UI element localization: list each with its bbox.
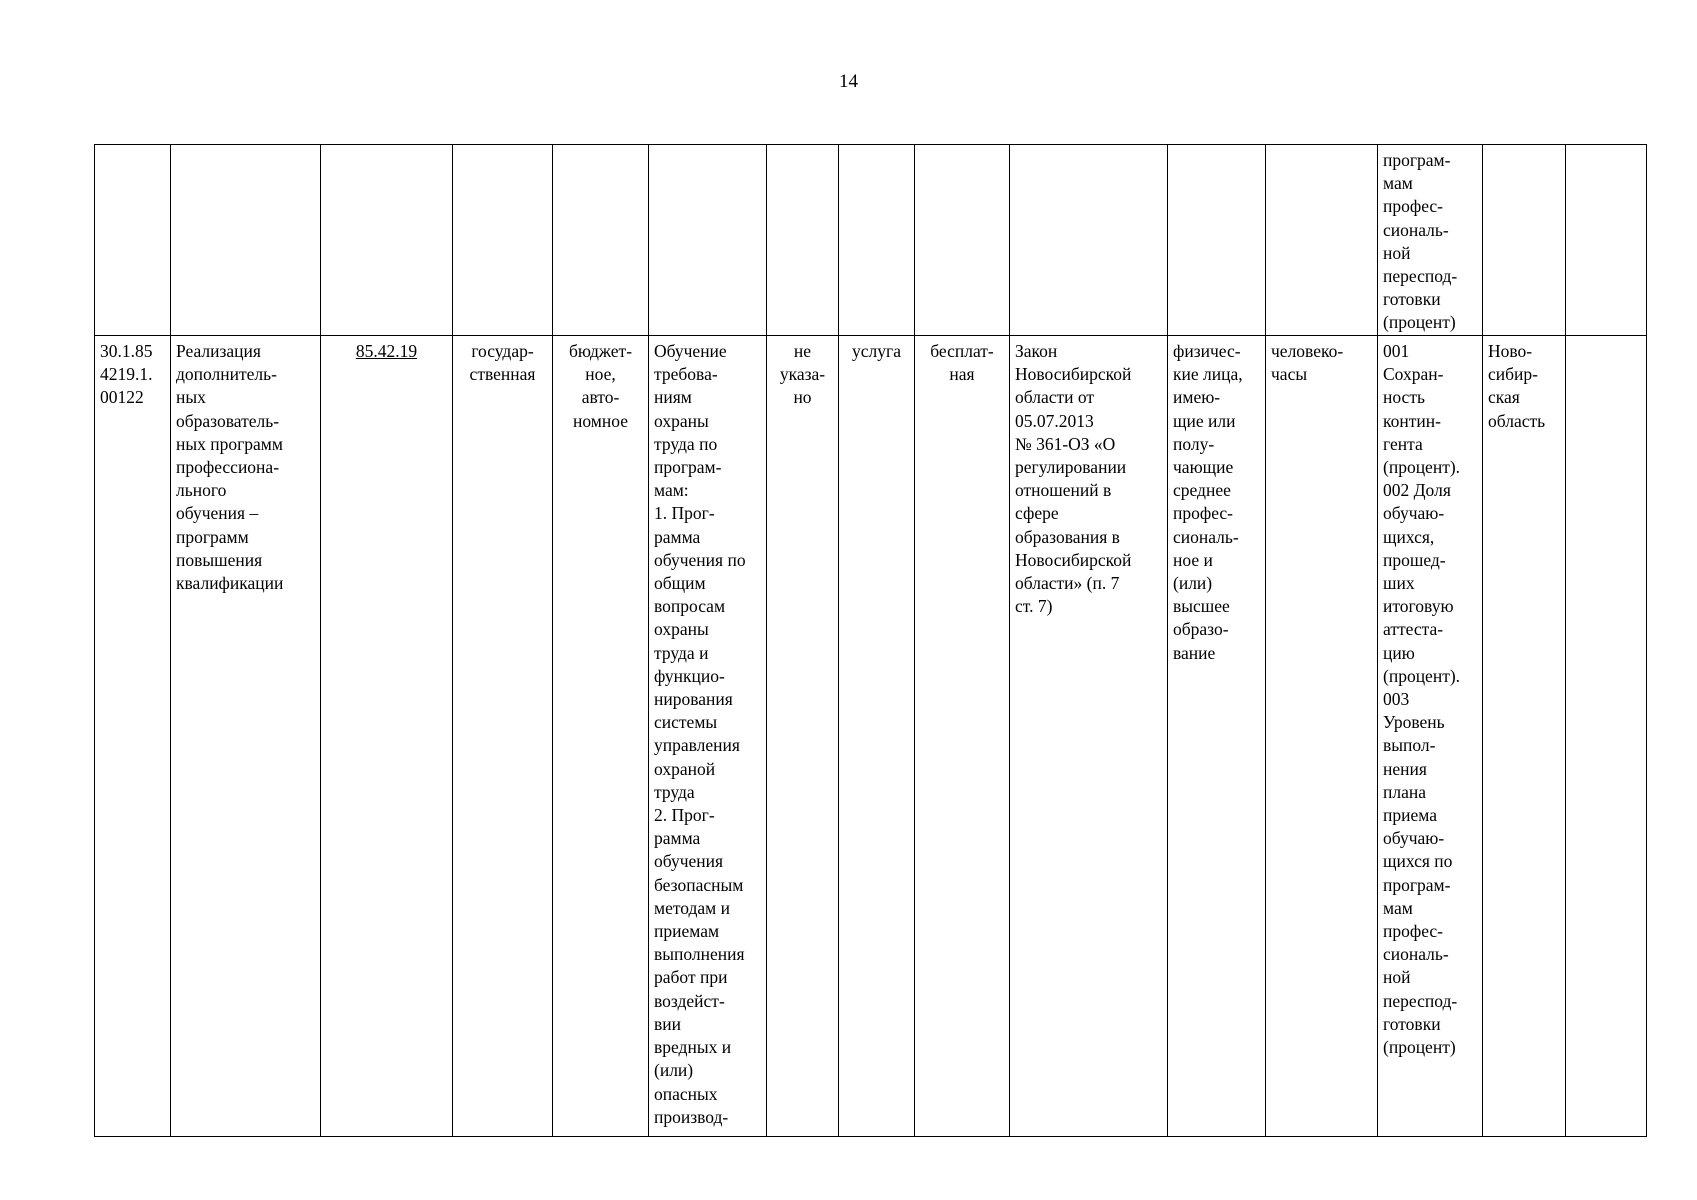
- content-cell: [649, 145, 767, 336]
- services-register-table: [94, 144, 1647, 1137]
- legal-basis-cell: Закон Новосибирской области от 05.07.2013 № 361-ОЗ «О регулировании отношений в сфере образования в Новосибирской области» (п. 7 ст. 7): [1010, 336, 1168, 1137]
- ownership-cell: государ- ственная: [453, 336, 553, 1137]
- okved-cell: [321, 145, 453, 336]
- service-name-cell: Реализация дополнитель- ных образователь- ных программ профессиона- льного обучения – программ повышения квалификации: [171, 336, 321, 1137]
- payment-cell: [915, 145, 1010, 336]
- institution-type-cell: [553, 145, 649, 336]
- page-number: 14: [839, 71, 858, 92]
- volume-indicator-cell: [1266, 145, 1378, 336]
- table-row: [95, 145, 1647, 336]
- content-cell: Обучение требова- ниям охраны труда по програм- мам: 1. Прог- рамма обучения по общим вопросам охраны труда и функцио- нирования системы управления охраной труда 2. Прог- рамма обучения безопасным методам и приемам выполнения работ при воздейст- вии вредных и (или) опасных производ-: [649, 336, 767, 1137]
- code-cell: [95, 145, 171, 336]
- legal-basis-cell: [1010, 145, 1168, 336]
- code-cell: 30.1.85 4219.1. 00122: [95, 336, 171, 1137]
- institution-type-cell: бюджет- ное, авто- номное: [553, 336, 649, 1137]
- condition-cell: не указа- но: [767, 336, 839, 1137]
- service-name-cell: [171, 145, 321, 336]
- quality-indicators-cell: програм- мам профес- сиональ- ной переспод- готовки (процент): [1378, 145, 1483, 336]
- note-cell: [1566, 145, 1647, 336]
- volume-indicator-cell: человеко- часы: [1266, 336, 1378, 1137]
- region-cell: [1483, 145, 1566, 336]
- table-row: [95, 336, 1647, 1137]
- okved-code: 85.42.19: [355, 341, 418, 361]
- type-cell: услуга: [839, 336, 915, 1137]
- quality-indicators-cell: 001 Сохран- ность контин- гента (процент). 002 Доля обучаю- щихся, прошед- ших итоговую аттеста- цию (процент). 003 Уровень выпол- нения плана приема обучаю- щихся по програм- мам профес- сиональ- ной переспод- готовки (процент): [1378, 336, 1483, 1137]
- okved-cell: [321, 336, 453, 1137]
- condition-cell: [767, 145, 839, 336]
- ownership-cell: [453, 145, 553, 336]
- note-cell: [1566, 336, 1647, 1137]
- payment-cell: бесплат- ная: [915, 336, 1010, 1137]
- type-cell: [839, 145, 915, 336]
- region-cell: Ново- сибир- ская область: [1483, 336, 1566, 1137]
- consumers-cell: физичес- кие лица, имею- щие или полу- чающие среднее профес- сиональ- ное и (или) высшее образо- вание: [1168, 336, 1266, 1137]
- consumers-cell: [1168, 145, 1266, 336]
